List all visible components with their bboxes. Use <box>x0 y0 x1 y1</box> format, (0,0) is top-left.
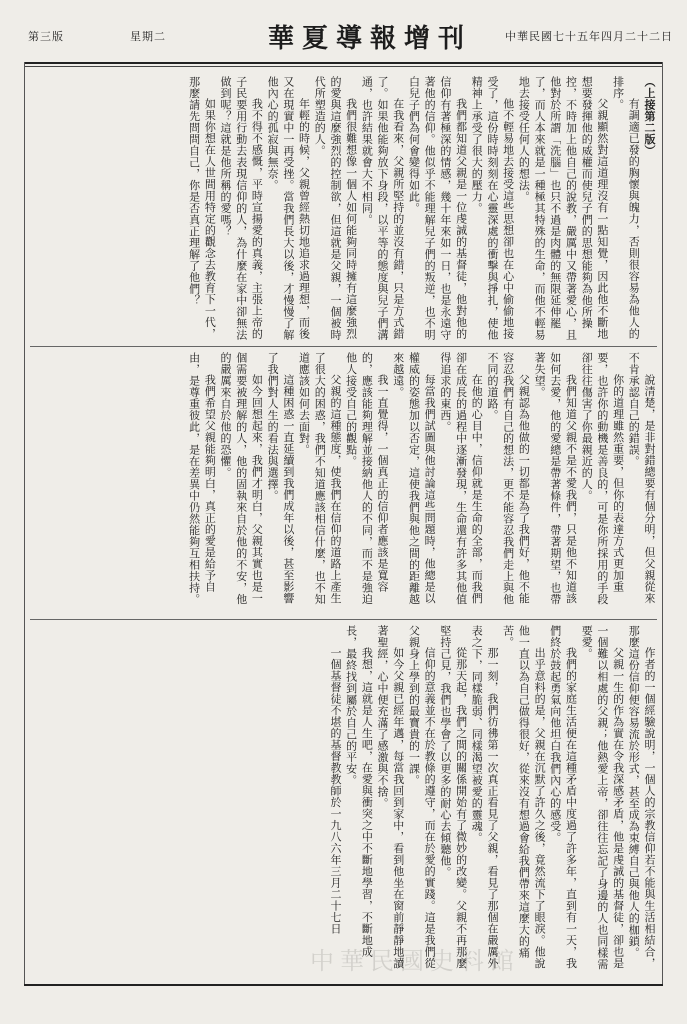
paragraph: 他不輕易地去接受這些思想卻也在心中偷偷地接受了，這份時時刻刻在心靈深處的衝擊與掙扎，使他精神上承受了很大的壓力。 <box>470 76 515 341</box>
footer-rule <box>24 984 663 986</box>
paragraph: 出乎意料的是，父親在沉默了許久之後，竟然流下了眼淚。他說他一直以為自己做得很好，從來沒有想過會給我們帶來這麼大的痛苦。 <box>501 625 547 969</box>
tier-divider <box>30 346 657 347</box>
article-tier-bottom <box>30 625 657 980</box>
paragraph: 父親一生的作為實在令我深感矛盾，他是虔誠的基督徒，卻也是一個難以相處的父親；他熱愛上帝，卻往往忘記了身邊的人也同樣需要愛。 <box>580 625 625 970</box>
paragraph: 在他的心目中，信仰就是生命的全部，而我們卻在成長的過程中逐漸發現，生命還有許多其他值得追求的東西。 <box>438 352 484 605</box>
paragraph: 年輕的時候，父親曾經熱切地追求過理想，而後又在現實中一再受挫。當我們長大以後，才慢慢了解他內心的孤寂與無奈。 <box>266 76 311 341</box>
paragraph: 我們的家庭生活便在這種矛盾中度過了許多年，直到有一天，我們終於鼓起勇氣向他坦白我們內心的感受。 <box>548 625 578 969</box>
paragraph: 這種困惑一直延續到我們成年以後，甚至影響了我們對人生的看法與選擇。 <box>266 352 295 604</box>
paragraph: 父親的這種態度，使我們在信仰的道路上產生了很大的困惑，我們不知道應該相信什麼，也不知道應該如何去面對。 <box>297 352 342 605</box>
issue-date: 中華民國七十五年四月二十二日 <box>505 30 673 43</box>
header-rule <box>24 62 663 64</box>
paragraph: 如今父親已經年邁，每當我回到家中，看到他坐在窗前靜靜地讀著聖經，心中便充滿了感激與不捨。 <box>376 625 405 969</box>
paragraph: 父親認為他做的一切都是為了我們好，他不能容忍我們有自己的想法，更不能容忍我們走上與他不同的道路。 <box>485 352 531 605</box>
article-tier-middle <box>30 352 657 614</box>
article-signature: 一個基督徒不堪的基督教教師於一九八六年三月二十七日 <box>328 647 342 935</box>
paragraph: 我們知道父親不是不愛我們，只是他不知道該如何去愛，他的愛總是帶著條件，帶著期望，也帶著失望。 <box>533 352 578 605</box>
article-tier-top <box>30 76 657 341</box>
paragraph: 有調適已發的胸懷與魄力，否則很容易為他人的排序。 <box>611 76 641 340</box>
page-frame-left <box>24 62 25 986</box>
continuation-label: （上接第二版） <box>643 76 656 157</box>
page-frame-right <box>662 62 663 986</box>
paragraph: 我想，這就是人生吧，在愛與衝突之中不斷地學習，不斷地成長，最終找到屬於自己的平安。 <box>344 625 374 958</box>
paragraph: 在我看來，父親所堅持的並沒有錯，只是方式錯了。如果他能夠放下身段，以平等的態度與兒子們溝通，也許結果就會大不相同。 <box>360 76 405 341</box>
paragraph: 我們很難想像一個人如何能夠同時擁有這麼強烈的愛與這麼強烈的控制欲，但這就是父親，一個被時代所塑造的人。 <box>313 76 358 341</box>
masthead-title: 華夏導報增刊 <box>267 23 472 54</box>
paragraph: 我們都知道父親是一位虔誠的基督徒，他對他的信仰有著極深的情感，幾十年來如一日，也是永遠守著他的信仰。他似乎不能理解兒子們的叛逆，也不明白兒子們為何會變得如此。 <box>407 76 468 341</box>
paragraph: 如果你想在人世間用特定的觀念去教育下一代，那麼請先問問自己，你是否真正理解了他們？ <box>187 76 217 340</box>
paragraph: 說清楚，是非對錯總要有個分明，但父親從來不肯承認自己的錯誤。 <box>627 352 656 604</box>
header-rule-thin <box>24 66 663 67</box>
paragraph: 作者的一個經驗說明，一個人的宗教信仰若不能與生活相結合，那麼這份信仰便容易流於形式，甚至成為束縛自己與他人的枷鎖。 <box>627 625 656 969</box>
paragraph: 從那天起，我們之間的關係開始有了微妙的改變。父親不再那麼堅持己見，我們也學會了以更多的耐心去傾聽他。 <box>438 625 468 969</box>
paragraph: 如今回想起來，我們才明白，父親其實也是一個需要被理解的人，他的固執來自於他的不安，他的嚴厲來自於他的恐懼。 <box>219 352 264 605</box>
paragraph: 每當我們試圖與他討論這些問題時，他總是以權威的姿態加以否定，這使我們與他之間的距離越來越遠。 <box>391 352 437 605</box>
paragraph: 你的道理雖然重要，但你的表達方式更加重要，也許你的動機是善良的，可是你所採用的手段卻往往傷害了你最親近的人。 <box>580 352 625 605</box>
issue-weekday: 星期二 <box>130 30 166 43</box>
archive-watermark: 中華民國史料館 <box>310 947 520 975</box>
paragraph: 我一直覺得，一個真正的信仰者應該是寬容的，應該能夠理解並接納他人的不同，而不是強迫他人接受自己的觀點。 <box>344 352 390 605</box>
paragraph: 信仰的意義並不在於教條的遵守，而在於愛的實踐。這是我們從父親身上學到的最寶貴的一課。 <box>407 625 437 969</box>
paragraph: 那一刻，我們彷彿第一次真正看見了父親，看見了那個在嚴厲外表之下，同樣脆弱、同樣渴望被愛的靈魂。 <box>470 625 499 969</box>
paragraph: 父親顯然對這道理沒有一點知覺，因此他不斷地想要發揮他的威權而使兒子們的思想能夠為他所操控，不時加上他自己的說教，嚴厲中又帶著愛心，且他對於所謂「洗腦」也只不過是肉體的無限延伸罷了，而人本來就是一種極其特殊的生命，而他不輕易地去接受任何人的想法。 <box>517 76 609 341</box>
page-number: 第三版 <box>28 30 64 43</box>
tier-divider <box>30 619 657 620</box>
paragraph: 我不得不感慨，平時宣揚愛的真義，主張上帝的子民要用行動去表現信仰的人，為什麼在家中卻無法做到呢？這就是他所稱的愛嗎？ <box>219 76 264 341</box>
paragraph: 我們希望父親能夠明白，真正的愛是給予自由，是尊重彼此，是在差異中仍然能夠互相扶持。 <box>187 352 217 605</box>
